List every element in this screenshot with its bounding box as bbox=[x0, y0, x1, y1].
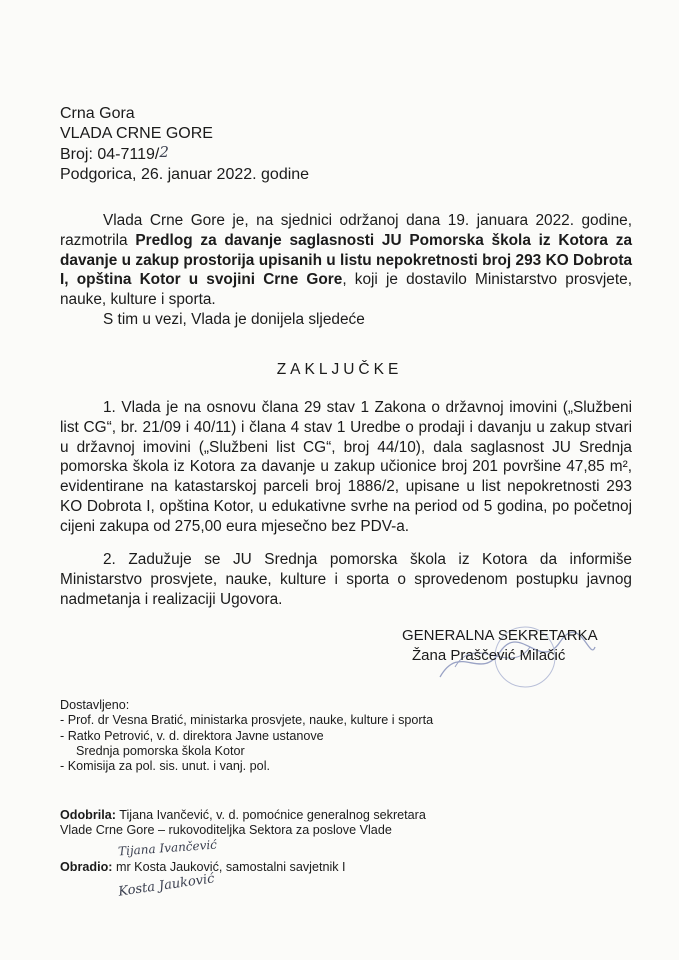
distribution-item: Srednja pomorska škola Kotor bbox=[69, 743, 245, 758]
prepared-text: mr Kosta Jauković, samostalni savjetnik I bbox=[112, 860, 346, 874]
distribution-item: - Komisija za pol. sis. unut. i vanj. pol. bbox=[60, 759, 270, 774]
header-government: VLADA CRNE GORE bbox=[60, 125, 213, 142]
section-title: ZAKLJUČKE bbox=[276, 361, 403, 378]
intro-post: , koji je dostavilo Ministarstvo prosvjete, nauke, kulture i sporta. bbox=[60, 271, 632, 309]
prepared-handwritten-signature: Kosta Jauković bbox=[117, 871, 216, 900]
header-number bbox=[60, 144, 309, 165]
approved-label: Odobrila: bbox=[60, 808, 116, 822]
header-number-text: Broj: 04-7119/ bbox=[60, 146, 160, 163]
approved-block bbox=[60, 808, 426, 839]
header-country: Crna Gora bbox=[60, 105, 135, 122]
distribution-item: - Ratko Petrović, v. d. direktora Javne ustanove bbox=[60, 728, 324, 743]
intro-paragraph bbox=[60, 211, 632, 310]
signature-block bbox=[402, 626, 598, 665]
header-number-handwritten-suffix: 2 bbox=[159, 143, 169, 161]
intro-pre: Vlada Crne Gore je, na sjednici održanoj dana 19. januara 2022. godine, razmotrila bbox=[60, 212, 632, 249]
header-place-date: Podgorica, 26. januar 2022. godine bbox=[60, 166, 310, 183]
signature-name: Žana Praščević Milačić bbox=[412, 646, 566, 664]
document-header bbox=[60, 104, 309, 185]
conclusion-1: 1. Vlada je na osnovu člana 29 stav 1 Zakona o državnoj imovini („Službeni list CG“, br. 21/09 i 40/11) i člana 4 stav 1 Uredbe o prodaji i davanju u zakup stvari u državnoj imovini („Službeni list CG“, broj 44/10), dala saglasnost JU Srednja pomorska škola iz Kotora za davanje u zakup učionice broj 201 površine 47,85 m², evidentirane na katastarskoj parceli broj 1886/2, upisane u list nepokretnosti 293 KO Dobrota I, opština Kotor, u edukativne svrhe na period od 5 godina, po početnoj cijeni zakupa od 275,00 eura mjesečno bez PDV-a. bbox=[60, 399, 632, 535]
distribution-label: Dostavljeno: bbox=[60, 698, 130, 712]
approved-line2: Vlade Crne Gore – rukovoditeljka Sektora za poslove Vlade bbox=[60, 823, 392, 838]
distribution-item: - Prof. dr Vesna Bratić, ministarka prosvjete, nauke, kulture i sporta bbox=[60, 713, 434, 728]
approved-handwritten-signature: Tijana Ivančević bbox=[117, 837, 218, 859]
signature-role: GENERALNA SEKRETARKA bbox=[402, 627, 598, 644]
intro-bold-subject: Predlog za davanje saglasnosti JU Pomorska škola iz Kotora za davanje u zakup prostorija upisanih u listu nepokretnosti broj 293 KO Dobrota I, opština Kotor u svojini Crne Gore bbox=[60, 231, 632, 289]
approved-text: Tijana Ivančević, v. d. pomoćnice generalnog sekretara bbox=[115, 808, 426, 822]
conclusion-2: 2. Zadužuje se JU Srednja pomorska škola iz Kotora da informiše Ministarstvo prosvjete, nauke, kulture i sporta o sprovedenom postupku javnog nadmetanja i realizaciji Ugovora. bbox=[60, 551, 632, 608]
distribution-block bbox=[60, 698, 433, 774]
prepared-label: Obradio: bbox=[60, 860, 113, 874]
intro-line2: S tim u vezi, Vlada je donijela sljedeće bbox=[103, 311, 365, 328]
